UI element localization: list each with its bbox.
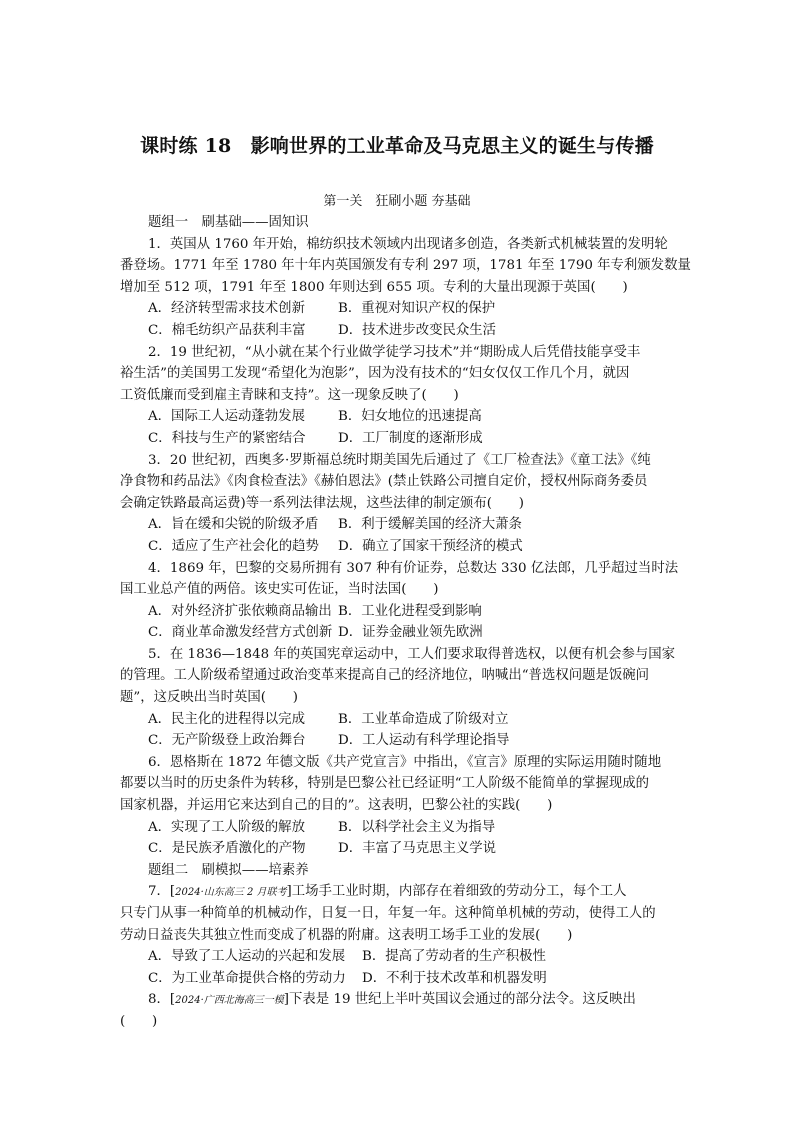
option-d[interactable]: D．证券金融业领先欧洲 bbox=[338, 625, 483, 641]
option-b[interactable]: B．提高了劳动者的生产积极性 bbox=[362, 949, 546, 965]
option-c[interactable]: C．是民族矛盾激化的产物 bbox=[148, 841, 306, 857]
option-a[interactable]: A．民主化的进程得以完成 bbox=[148, 711, 305, 727]
question-line: 8．[2024·广西北海高三一模]下表是 19 世纪上半叶英国议会通过的部分法令。这反映出 bbox=[148, 992, 636, 1008]
option-row bbox=[120, 428, 680, 450]
option-b[interactable]: B．妇女地位的迅速提高 bbox=[338, 409, 482, 425]
question-line: 劳动日益丧失其独立性而变成了机器的附庸。这表明工场手工业的发展( ) bbox=[120, 927, 573, 943]
option-a[interactable]: A．实现了工人阶级的解放 bbox=[148, 819, 305, 835]
option-row bbox=[120, 838, 680, 860]
question-line: 国家机器，并运用它来达到自己的目的”。这表明，巴黎公社的实践( ) bbox=[120, 798, 553, 814]
option-row bbox=[120, 817, 680, 839]
group-heading: 题组二 刷模拟——培素养 bbox=[148, 862, 309, 878]
question-line: 工资低廉而受到雇主青睐和支持”。这一现象反映了( ) bbox=[120, 387, 459, 403]
question-line: 3．20 世纪初，西奥多·罗斯福总统时期美国先后通过了《工厂检查法》《童工法》《纯 bbox=[148, 452, 651, 468]
question-line: 国工业总产值的两倍。该史实可佐证，当时法国( ) bbox=[120, 582, 439, 598]
option-d[interactable]: D．工人运动有科学理论指导 bbox=[338, 733, 510, 749]
question-line: 1．英国从 1760 年开始，棉纺织技术领域内出现诸多创造，各类新式机械装置的发明轮 bbox=[148, 236, 668, 252]
option-d[interactable]: D．工厂制度的逐渐形成 bbox=[338, 430, 483, 446]
question-line: ( ) bbox=[120, 1013, 158, 1029]
question-line: 增加至 512 项，1791 年至 1800 年则达到 655 项。专利的大量出现源于英国( ) bbox=[120, 279, 628, 295]
group-heading: 题组一 刷基础——固知识 bbox=[148, 215, 309, 230]
option-a[interactable]: A．旨在缓和尖锐的阶级矛盾 bbox=[148, 517, 319, 533]
option-c[interactable]: C．为工业革命提供合格的劳动力 bbox=[148, 970, 346, 986]
option-row bbox=[120, 709, 680, 731]
question-line: 7．[2024·山东高三 2 月联考]工场手工业时期，内部存在着细致的劳动分工，每个工人 bbox=[148, 884, 627, 900]
section-heading: 第一关 狂刷小题 夯基础 bbox=[323, 194, 471, 209]
option-c[interactable]: C．无产阶级登上政治舞台 bbox=[148, 733, 306, 749]
option-a[interactable]: A．对外经济扩张依赖商品输出 bbox=[148, 603, 332, 619]
option-row bbox=[120, 946, 680, 968]
option-row bbox=[120, 406, 680, 428]
option-row bbox=[120, 968, 680, 990]
option-row bbox=[120, 514, 680, 536]
option-c[interactable]: C．适应了生产社会化的趋势 bbox=[148, 538, 319, 554]
question-line: 净食物和药品法》《肉食检查法》《赫伯恩法》(禁止铁路公司擅自定价，授权州际商务委员 bbox=[120, 474, 648, 490]
option-a[interactable]: A．导致了工人运动的兴起和发展 bbox=[148, 949, 346, 965]
option-b[interactable]: B．利于缓解美国的经济大萧条 bbox=[338, 517, 522, 533]
option-b[interactable]: B．重视对知识产权的保护 bbox=[338, 301, 496, 317]
option-d[interactable]: D．确立了国家干预经济的模式 bbox=[338, 538, 523, 554]
option-b[interactable]: B．以科学社会主义为指导 bbox=[338, 819, 496, 835]
question-line: 5．在 1836—1848 年的英国宪章运动中，工人们要求取得普选权，以便有机会参与国家 bbox=[148, 646, 676, 662]
question-text: 工场手工业时期，内部存在着细致的劳动分工，每个工人 bbox=[291, 884, 627, 900]
option-d[interactable]: D．技术进步改变民众生活 bbox=[338, 322, 497, 338]
question-line: 2．19 世纪初，“从小就在某个行业做学徒学习技术”并“期盼成人后凭借技能享受丰 bbox=[148, 344, 641, 360]
question-line: 的管理。工人阶级希望通过政治变革来提高自己的经济地位，呐喊出“普选权问题是饭碗问 bbox=[120, 668, 650, 684]
option-row bbox=[120, 601, 680, 623]
question-line: 会确定铁路最高运费)等一系列法律法规，这些法律的制定颁布( ) bbox=[120, 495, 524, 511]
question-line: 番登场。1771 年至 1780 年十年内英国颁发有专利 297 项，1781 年至 1790 年专利颁发数量 bbox=[120, 258, 691, 274]
option-b[interactable]: B．工业化进程受到影响 bbox=[338, 603, 482, 619]
option-row bbox=[120, 730, 680, 752]
option-row bbox=[120, 320, 680, 342]
question-line: 裕生活”的美国男工发现“希望化为泡影”，因为没有技术的“妇女仅仅工作几个月，就因 bbox=[120, 366, 630, 382]
option-c[interactable]: C．棉毛纺织产品获利丰富 bbox=[148, 322, 306, 338]
question-list bbox=[120, 212, 691, 1033]
question-line: 4．1869 年，巴黎的交易所拥有 307 种有价证券，总数达 330 亿法郎，几乎超过当时法 bbox=[148, 560, 679, 576]
option-c[interactable]: C．科技与生产的紧密结合 bbox=[148, 430, 306, 446]
question-source: 2024·广西北海高三一模 bbox=[175, 995, 284, 1007]
option-c[interactable]: C．商业革命激发经营方式创新 bbox=[148, 625, 333, 641]
option-row bbox=[120, 536, 680, 558]
page-title: 课时练 18 影响世界的工业革命及马克思主义的诞生与传播 bbox=[140, 135, 654, 157]
question-source: 2024·山东高三 2 月联考 bbox=[175, 887, 287, 899]
question-line: 6．恩格斯在 1872 年德文版《共产党宣言》中指出，《宣言》原理的实际运用随时随地 bbox=[148, 754, 662, 770]
option-d[interactable]: D．不利于技术改革和机器发明 bbox=[362, 970, 547, 986]
question-line: 题”，这反映出当时英国( ) bbox=[120, 690, 298, 706]
option-a[interactable]: A．经济转型需求技术创新 bbox=[148, 301, 305, 317]
option-a[interactable]: A．国际工人运动蓬勃发展 bbox=[148, 409, 305, 425]
option-row bbox=[120, 298, 680, 320]
question-line: 只专门从事一种简单的机械动作，日复一日，年复一年。这种简单机械的劳动，使得工人的 bbox=[120, 906, 656, 921]
question-line: 都要以当时的历史条件为转移，特别是巴黎公社已经证明“工人阶级不能简单的掌握现成的 bbox=[120, 776, 650, 792]
option-b[interactable]: B．工业革命造成了阶级对立 bbox=[338, 711, 509, 727]
question-text: 下表是 19 世纪上半叶英国议会通过的部分法令。这反映出 bbox=[289, 992, 636, 1008]
option-d[interactable]: D．丰富了马克思主义学说 bbox=[338, 841, 497, 857]
option-row bbox=[120, 622, 680, 644]
